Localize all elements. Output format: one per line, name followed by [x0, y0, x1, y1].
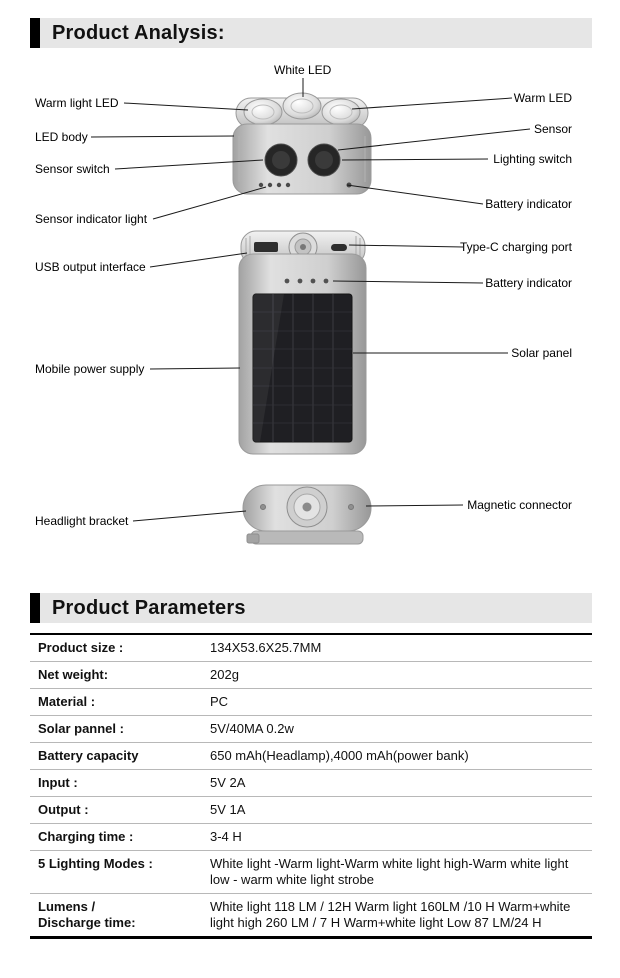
- table-row: [30, 824, 592, 851]
- battery-indicator-dots: [285, 279, 290, 284]
- table-row: [30, 662, 592, 689]
- callout-magnetic-connector: [366, 505, 463, 506]
- warm-led-lens-left: [244, 99, 282, 125]
- bracket-clip: [251, 531, 363, 544]
- product-analysis-diagram: [0, 48, 620, 573]
- label-led-body: LED body: [35, 130, 88, 144]
- power-bank-illustration: [239, 231, 366, 454]
- warm-led-lens-right: [322, 99, 360, 125]
- table-row: [30, 635, 592, 662]
- callout-battery-indicator-top: [347, 185, 483, 204]
- param-label: 5 Lighting Modes :: [38, 856, 153, 871]
- param-label: Net weight:: [38, 667, 109, 682]
- product-spec-page: [0, 18, 620, 939]
- param-label: Input :: [38, 775, 78, 790]
- callout-warm-led: [352, 98, 512, 109]
- param-label: Material :: [38, 694, 96, 709]
- param-value: 5V 1A: [210, 802, 246, 817]
- label-sensor-switch: Sensor switch: [35, 162, 110, 176]
- analysis-section-header: [30, 18, 592, 48]
- param-value: White light 118 LM / 12H Warm light 160LM /10 H Warm+white light high 260 LM / 7 H Warm+white light Low 87 LM/24 H: [210, 899, 571, 930]
- table-row: [30, 797, 592, 824]
- callout-led-body: [91, 136, 234, 137]
- callout-usb-output-interface: [150, 253, 247, 267]
- parameters-header-title: Product Parameters: [52, 596, 246, 619]
- param-value: 5V/40MA 0.2w: [210, 721, 294, 736]
- callout-sensor-indicator-light: [153, 187, 266, 219]
- label-headlight-bracket: Headlight bracket: [35, 514, 129, 528]
- headlamp-head-illustration: [233, 93, 371, 194]
- param-value: White light -Warm light-Warm white light high-Warm white light low - warm white light strobe: [210, 856, 569, 887]
- label-mobile-power-supply: Mobile power supply: [35, 362, 145, 376]
- callout-mobile-power-supply: [150, 368, 240, 369]
- param-value: 5V 2A: [210, 775, 246, 790]
- parameters-table: [30, 633, 592, 939]
- param-label: Lumens / Discharge time:: [38, 899, 136, 930]
- param-label: Solar pannel :: [38, 721, 124, 736]
- label-lighting-switch: Lighting switch: [493, 152, 572, 166]
- parameters-section-header: [30, 593, 592, 623]
- param-value: 134X53.6X25.7MM: [210, 640, 322, 655]
- table-row: [30, 851, 592, 894]
- analysis-header-title: Product Analysis:: [52, 21, 225, 44]
- param-label: Battery capacity: [38, 748, 139, 763]
- sensor-indicator-dot: [259, 183, 263, 187]
- param-value: 202g: [210, 667, 239, 682]
- label-sensor: Sensor: [533, 122, 572, 136]
- param-label: Product size :: [38, 640, 124, 655]
- param-label: Charging time :: [38, 829, 134, 844]
- label-solar-panel: Solar panel: [511, 346, 572, 360]
- label-warm-led: Warm LED: [513, 91, 572, 105]
- label-white-led: White LED: [274, 63, 332, 77]
- label-usb-output-interface: USB output interface: [35, 260, 146, 274]
- table-row: [30, 743, 592, 770]
- param-value: 3-4 H: [210, 829, 242, 844]
- label-warm-light-led: Warm light LED: [35, 96, 119, 110]
- param-value: 650 mAh(Headlamp),4000 mAh(power bank): [210, 748, 469, 763]
- product-illustration: [0, 48, 620, 573]
- header-accent-bar: [30, 18, 40, 48]
- white-led-lens: [283, 93, 321, 119]
- param-value: PC: [210, 694, 229, 709]
- param-label: Output :: [38, 802, 89, 817]
- usb-port: [254, 242, 278, 252]
- header-accent-bar: [30, 593, 40, 623]
- table-row: [30, 770, 592, 797]
- table-row: [30, 894, 592, 936]
- table-row: [30, 689, 592, 716]
- callout-warm-light-led: [124, 103, 248, 110]
- label-sensor-indicator-light: Sensor indicator light: [35, 212, 148, 226]
- label-battery-indicator-top: Battery indicator: [485, 197, 572, 211]
- table-row: [30, 716, 592, 743]
- label-magnetic-connector: Magnetic connector: [467, 498, 572, 512]
- bracket-illustration: [243, 485, 371, 544]
- label-type-c-charging-port: Type-C charging port: [459, 240, 572, 254]
- callout-type-c-charging-port: [349, 245, 463, 247]
- label-battery-indicator-bottom: Battery indicator: [485, 276, 572, 290]
- callout-headlight-bracket: [133, 511, 246, 521]
- type-c-port: [331, 244, 347, 251]
